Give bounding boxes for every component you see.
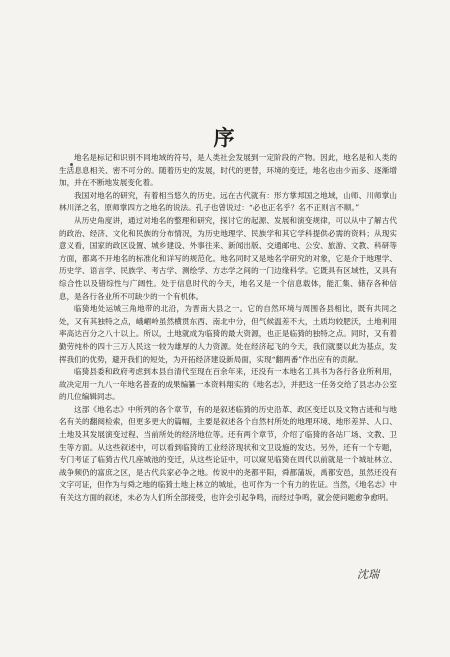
paragraph: 这部《地名志》中所列的各个章节，有的是叙述临猗的历史沿革、政区变迁以及文物古迹和与地名有关的翻阅检索，但更多更大的篇幅，主要是叙述各个自然村所处的地理环境、地形差异、人口、土地及其发展演变过程、当前所处的经济地位等。还有两个章节，介绍了临猗的各站厂场、文教、卫生等方面。从这些叙述中，可以看到临猗的工业经济现状和文卫设施的发达。另外，还有一个专题，专门考证了临猗古代几座城池的变迁，从这些论证中，可以窥见临猗在周代以前就是一个城址林立、战争频仍的富庶之区，是古代兵家必争之地。传说中的尧都平阳，舜都蒲坂，禹都安邑，虽然还没有文字可证，但作为与舜之地的临猗土地上林立的城址，也可作为一个有力的佐证。当然，《地名志》中有关这方面的叙述，未必为人们所全部接受，也许会引起争鸣，而经过争鸣，就会使问题愈争愈明。 [59,404,397,503]
page-title: 序 [213,125,237,150]
paragraph: 临猗县委和政府考虑到本县自清代至现在百余年来，还没有一本地名工具书为各行各业所利用，故决定用一九八一年地名普查的成果编纂一本资料翔实的《地名志》，并把这一任务交给了县志办公室的几位编辑同志。 [59,367,397,402]
body-text [59,152,397,505]
paragraph: 地名是标记和识别不同地域的符号，是人类社会发展到一定阶段的产物。因此，地名是和人类的生活息息相关、密不可分的。随着历史的发展，时代的更替，环境的变迁，地名也由少而多、逐渐增加，并在不断地发展变化着。 [59,153,397,188]
paragraph: 从历史角度讲，通过对地名的整理和研究，探讨它的起源、发展和演变规律，可以从中了解古代的政治、经济、文化和民族的分布情况，为历史地理学、民族学和其它学科提供必需的资料；从现实意义看，国家的政区设置、城乡建设、外事往来、新闻出版、交通邮电、公安、旅游、文教、科研等方面，都离不开地名的标准化和详写的规范化。地名同时又是地名学研究的对象，它是介于地理学、历史学、语言学、民族学、考古学、测绘学、方志学之间的一门边缘科学。它既具有区域性，又具有综合性以及错综性与广阔性。处于信息时代的今天，地名又是一个信息载体，能汇集、储存各种信息，是各行各业所不可缺少的一个有机体。 [59,215,397,301]
paragraph: 我国对地名的研究，有着相当悠久的历史。远在古代就有：形方掌邦国之地域，山师、川师掌山林川泽之名，原师掌四方之地名的说法。孔子也曾说过：“必也正名乎？名不正则言不顺。” [59,190,397,213]
paragraph: 临猗地处运城三角地带的北沿，为晋南大县之一。它的自然环境与周围各县相比，既有共同之处，又有其独特之点，峨嵋岭虽然横贯东西、南北中分，但气候温差不大，土质均较肥沃，土地利用率高达百分之八十以上。所以，土地就成为临猗的最大资源，也正是临猗的独特之点。同时，又有着勤劳纯朴的四十三万人民这一较为雄厚的人力资源。处在经济起飞的今天，我们就要以此为基点，发挥我们的优势，避开我们的短处，为开拓经济建设新局面，实现“翻两番”作出应有的贡献。 [59,304,397,364]
signature: 沈瑞 [357,568,379,581]
